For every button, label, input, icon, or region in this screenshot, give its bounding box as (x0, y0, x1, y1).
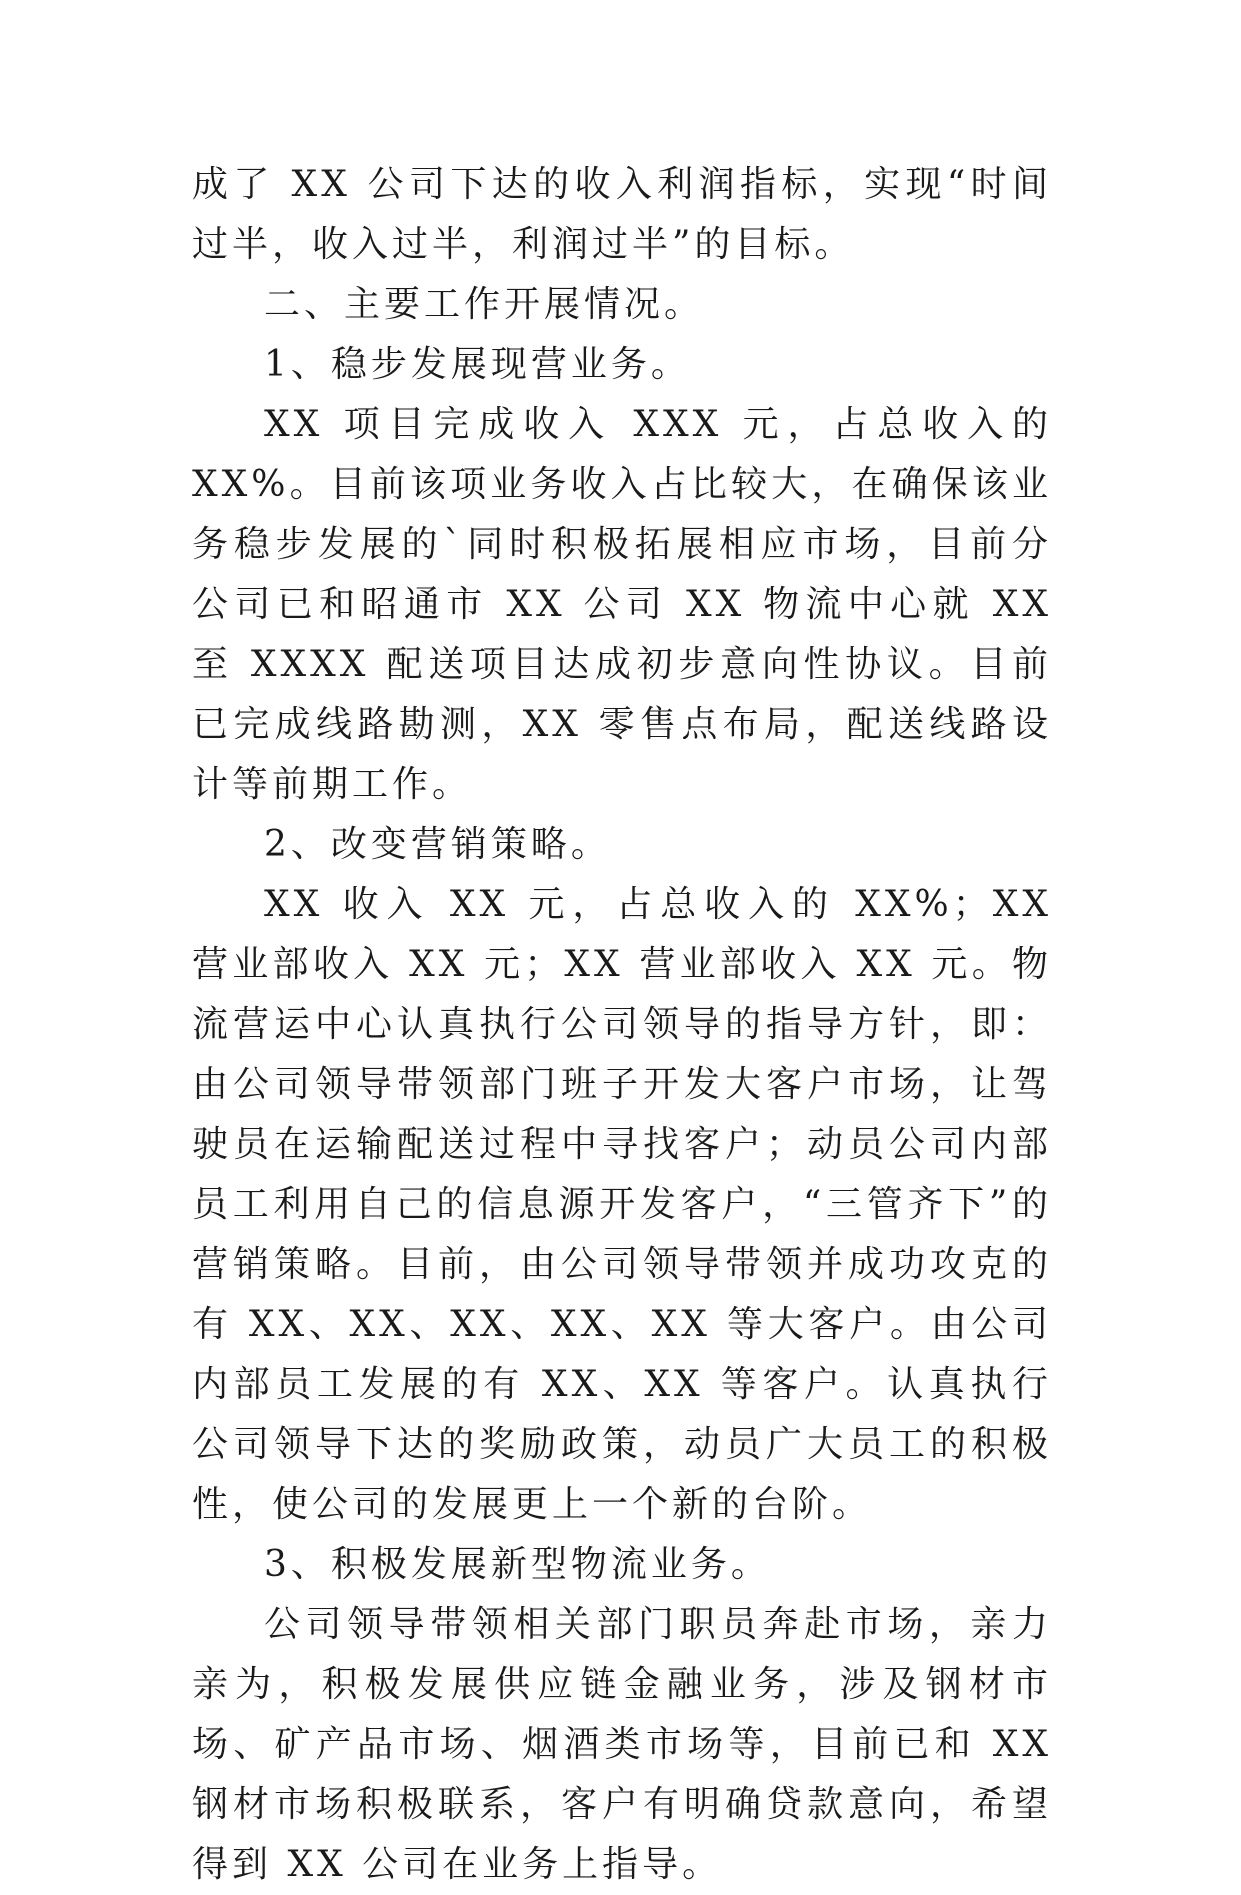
subsection-heading-3: 3、积极发展新型物流业务。 (264, 1544, 771, 1585)
paragraph-3: 公司领导带领相关部门职员奔赴市场，亲力亲为，积极发展供应链金融业务，涉及钢材市场、矿产品市场、烟酒类市场等，目前已和 XX 钢材市场积极联系，客户有明确贷款意向，希望得到 XX 公司在业务上指导。 (192, 1604, 1052, 1885)
paragraph-2: XX 收入 XX 元，占总收入的 XX%；XX 营业部收入 XX 元；XX 营业部收入 XX 元。物流营运中心认真执行公司领导的指导方针，即：由公司领导带领部门班子开发大客户市场，让驾驶员在运输配送过程中寻找客户；动员公司内部员工利用自己的信息源开发客户，“三管齐下”的营销策略。目前，由公司领导带领并成功攻克的有 XX、XX、XX、XX、XX 等大客户。由公司内部员工发展的有 XX、XX 等客户。认真执行公司领导下达的奖励政策，动员广大员工的积极性，使公司的发展更上一个新的台阶。 (192, 884, 1052, 1525)
paragraph-1: XX 项目完成收入 XXX 元，占总收入的 XX%。目前该项业务收入占比较大，在确保该业务稳步发展的`同时积极拓展相应市场，目前分公司已和昭通市 XX 公司 XX 物流中心就 XX 至 XXXX 配送项目达成初步意向性协议。目前已完成线路勘测，XX 零售点布局，配送线路设计等前期工作。 (192, 404, 1052, 805)
section-heading: 二、主要工作开展情况。 (264, 284, 705, 325)
paragraph-continuation: 成了 XX 公司下达的收入利润指标，实现“时间过半，收入过半，利润过半”的目标。 (192, 164, 1052, 265)
document-body (192, 155, 1052, 1895)
subsection-heading-2: 2、改变营销策略。 (264, 824, 611, 865)
subsection-heading-1: 1、稳步发展现营业务。 (264, 344, 691, 385)
